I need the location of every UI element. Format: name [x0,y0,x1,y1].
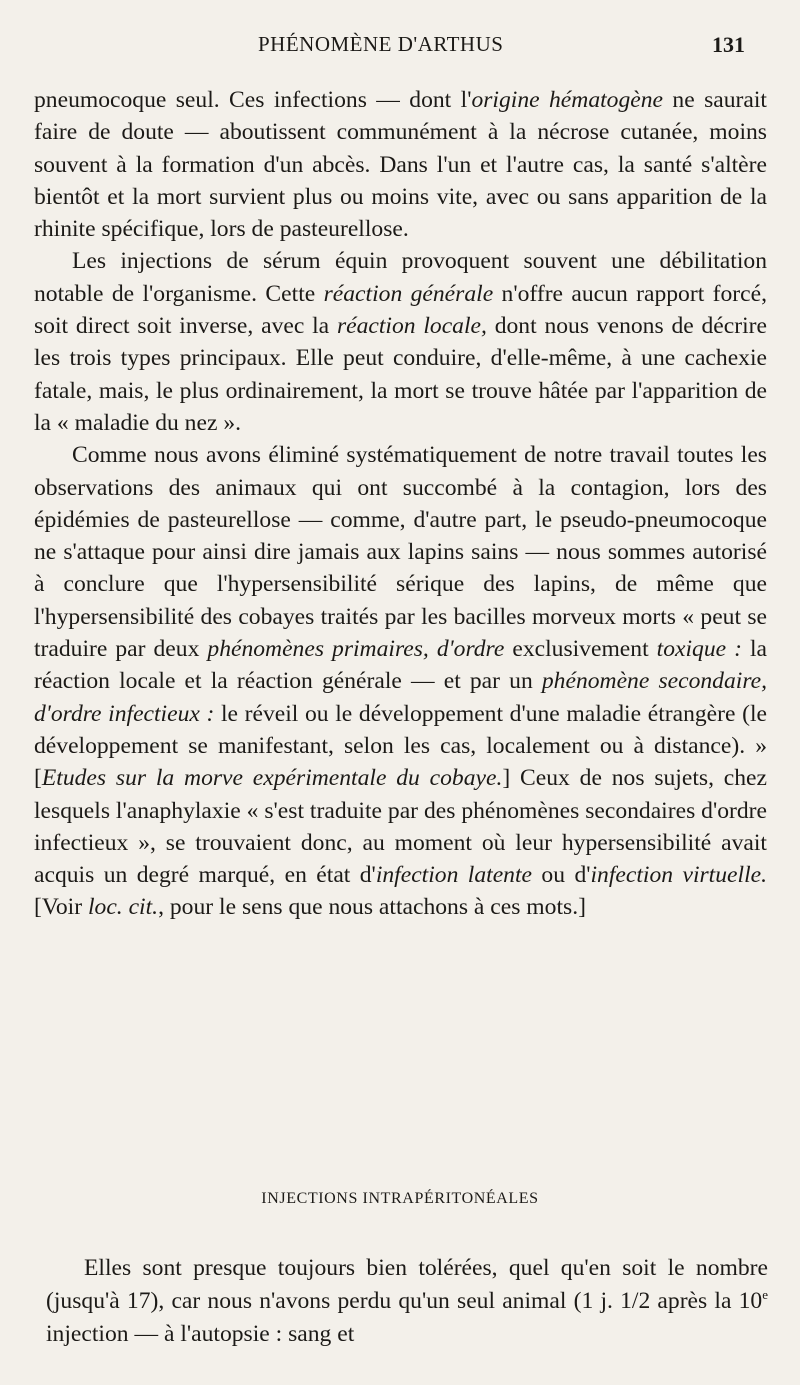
section-paragraph [46,1252,768,1351]
italic-run: infection latente [375,862,532,889]
text-run: dont nous venons de décrire les trois types principaux. Elle peut conduire, d'elle-même, à une cachexie fatale, mais, le plus ordinairement, la mort se trouve hâtée par l'apparition de la « maladie du nez ». [34,313,767,436]
italic-run: Etudes sur la morve expérimentale du cobaye. [41,765,503,792]
text-run: ] Ceux de nos sujets, chez lesquels l'anaphylaxie « s'est traduite par des phénomènes secondaires d'ordre infectieux », se trouvaient donc, au moment où leur hypersensibilité avait acquis un degré marqué, en état d' [34,765,767,889]
text-run: injection — à l'autopsie : sang et [46,1321,355,1347]
text-run: , pour le sens que nous attachons à ces mots.] [158,894,586,921]
body-text [34,84,767,924]
paragraph-3 [34,439,767,923]
paragraph-1 [34,84,767,245]
text-run: Les injections de sérum équin provoquent souvent une débilitation notable de l'organisme. Cette [34,248,767,307]
paragraph-2 [34,245,767,439]
superscript: e [762,1287,768,1303]
italic-run: origine hématogène [471,87,664,113]
text-run: le réveil ou le développement d'une maladie étrangère (le développement se manifestant, selon les cas, localement ou à distance). » [ [34,700,767,792]
text-run: exclusivement [504,636,657,663]
text-run: Elles sont presque toujours bien tolérées, quel qu'en soit le nombre (jusqu'à 17), car nous n'avons perdu qu'un seul animal (1 j. 1/2 après la 10 [46,1255,768,1314]
italic-run: réaction locale, [336,313,487,340]
italic-run: phénomène secondaire, d'ordre infectieux : [34,668,767,727]
section-heading: INJECTIONS INTRAPÉRITONÉALES [261,1190,539,1207]
running-title: PHÉNOMÈNE D'ARTHUS [258,32,504,56]
text-run: [Voir [34,894,88,921]
page-header [0,26,800,66]
italic-run: phénomènes primaires, d'ordre [207,636,505,663]
text-run: la réaction locale et la réaction générale — et par un [34,636,767,695]
text-run: Comme nous avons éliminé systématiquement de notre travail toutes les observations des animaux qui ont succombé à la contagion, lors des épidémies de pasteurellose — comme, d'autre part, le pseudo-pneumocoque ne s'attaque pour ainsi dire jamais aux lapins sains — nous sommes autorisé à conclure que l'hypersensibilité sérique des lapins, de même que l'hypersensibilité des cobayes traités par les bacilles morveux morts « peut se traduire par deux [34,442,767,663]
text-run: ou d' [532,862,591,889]
text-run: n'offre aucun rapport forcé, soit direct soit inverse, avec la [34,280,767,340]
page-number: 131 [712,32,745,57]
italic-run: toxique : [656,636,742,663]
italic-run: loc. cit. [87,894,159,921]
italic-run: infection virtuelle. [590,862,767,889]
text-run: ne saurait faire de doute — aboutissent communément à la nécrose cutanée, moins souvent à la formation d'un abcès. Dans l'un et l'autre cas, la santé s'altère bientôt et la mort survient plus ou moins vite, avec ou sans apparition de la rhinite spécifique, lors de pasteurellose. [34,87,767,243]
italic-run: réaction générale [323,280,494,307]
text-run: pneumocoque seul. Ces infections — dont l' [34,87,472,113]
section-text [46,1252,768,1351]
